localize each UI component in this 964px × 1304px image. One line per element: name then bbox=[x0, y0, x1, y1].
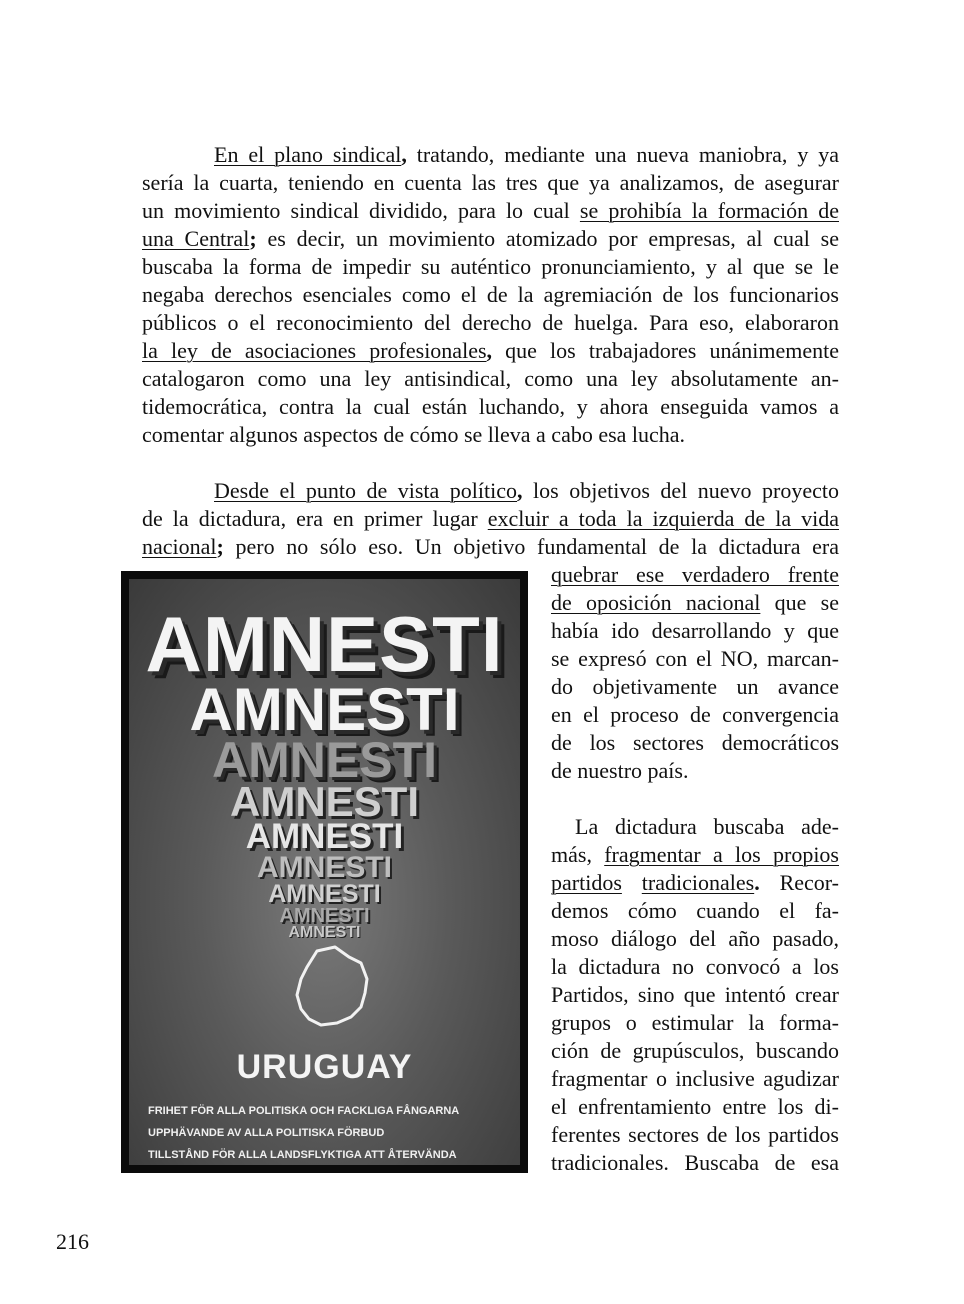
punct: , bbox=[517, 478, 523, 503]
punct: ; bbox=[216, 534, 224, 559]
text-line: demos cómo cuando el fa- bbox=[551, 898, 839, 923]
text-line: en el proceso de convergencia bbox=[551, 702, 839, 727]
text-line: ferentes sectores de los partidos bbox=[551, 1122, 839, 1147]
amnesti-poster-image bbox=[121, 571, 528, 1173]
text-span: de la dictadura, era en primer lugar bbox=[142, 506, 488, 531]
underlined-phrase: excluir a toda la izquierda de la vida bbox=[487, 506, 840, 531]
text-line: tradicionales. Buscaba de esa bbox=[551, 1150, 839, 1175]
text-line: de los sectores democráticos bbox=[551, 730, 839, 755]
underlined-phrase: la ley de asociaciones profesionales bbox=[142, 338, 487, 363]
text-line bbox=[142, 477, 839, 505]
text-line bbox=[142, 533, 839, 561]
text-line: fragmentar o inclusive agudizar bbox=[551, 1066, 839, 1091]
text-line: había ido desarrollando y que bbox=[551, 618, 839, 643]
text-line: negaba derechos esenciales como el de la agremiación de los funcionarios bbox=[142, 282, 839, 307]
text-span: es decir, un movimiento atomizado por empresas, al cual se bbox=[256, 226, 839, 251]
text-line: se expresó con el NO, marcan- bbox=[551, 646, 839, 671]
text-span: que los trabajadores unánimemente bbox=[492, 338, 839, 363]
poster-word-2: AMNESTI bbox=[189, 676, 460, 743]
poster-word-5: AMNESTI bbox=[245, 817, 404, 856]
text-line: de nuestro país. bbox=[551, 758, 689, 783]
text-line: grupos o estimular la forma- bbox=[551, 1010, 839, 1035]
text-line bbox=[551, 813, 839, 841]
text-line: el enfrentamiento entre los di- bbox=[551, 1094, 839, 1119]
text-line bbox=[142, 141, 839, 169]
poster-word-7: AMNESTI bbox=[268, 880, 381, 908]
poster-word-8: AMNESTI bbox=[279, 905, 370, 927]
text-line bbox=[551, 869, 839, 897]
poster-line-3: TILLSTÅND FÖR ALLA LANDSFLYKTIGA ATT ÅTERVÄNDA bbox=[148, 1149, 457, 1161]
text-line: do objetivamente un avance bbox=[551, 674, 839, 699]
text-line bbox=[551, 561, 839, 589]
text-line: la dictadura no convocó a los bbox=[551, 954, 839, 979]
poster-word-6: AMNESTI bbox=[257, 851, 392, 884]
punct: , bbox=[401, 142, 407, 167]
poster-word-9: AMNESTI bbox=[288, 924, 361, 941]
text-line bbox=[142, 197, 839, 225]
underlined-phrase: quebrar ese verdadero frente bbox=[551, 562, 839, 587]
text-line: tidemocrática, contra la cual están luchando, y ahora enseguida vamos a bbox=[142, 394, 839, 419]
text-line: sería la cuarta, teniendo en cuenta las tres que ya analizamos, de asegurar bbox=[142, 170, 839, 195]
underlined-phrase: partidos bbox=[551, 870, 622, 895]
punct: ; bbox=[249, 226, 257, 251]
text-span: pero no sólo eso. Un objetivo fundamental de la dictadura era bbox=[223, 534, 839, 559]
poster-word-4: AMNESTI bbox=[230, 778, 419, 825]
text-span: un movimiento sindical dividido, para lo cual bbox=[142, 198, 580, 223]
punct: , bbox=[486, 338, 493, 363]
text-line bbox=[142, 337, 839, 365]
text-line: buscaba la forma de impedir su auténtico pronunciamiento, y al que se le bbox=[142, 254, 839, 279]
poster-line-1: FRIHET FÖR ALLA POLITISKA OCH FACKLIGA FÅNGARNA bbox=[148, 1105, 460, 1117]
text-line bbox=[142, 225, 839, 253]
underlined-phrase: tradicionales bbox=[641, 870, 755, 895]
poster-line-2: UPPHÄVANDE AV ALLA POLITISKA FÖRBUD bbox=[148, 1127, 385, 1139]
underlined-phrase: de oposición nacional bbox=[551, 590, 761, 615]
text-line: Partidos, sino que intentó crear bbox=[551, 982, 839, 1007]
page-number: 216 bbox=[56, 1229, 89, 1254]
text-span: Recor- bbox=[759, 870, 839, 895]
text-line: comentar algunos aspectos de cómo se lleva a cabo esa lucha. bbox=[142, 422, 686, 447]
text-span: más, bbox=[551, 842, 605, 867]
text-line: ción de grupúsculos, buscando bbox=[551, 1038, 839, 1063]
text-span: tratando, mediante una nueva maniobra, y ya bbox=[406, 142, 839, 167]
text-line bbox=[551, 841, 839, 869]
text-line bbox=[142, 505, 839, 533]
text-line: moso diálogo del año pasado, bbox=[551, 926, 839, 951]
text-line bbox=[551, 589, 839, 617]
underlined-phrase: Desde el punto de vista político bbox=[214, 478, 518, 503]
text-span: los objetivos del nuevo proyecto bbox=[522, 478, 840, 503]
text-span bbox=[622, 870, 642, 895]
underlined-phrase: nacional bbox=[142, 534, 217, 559]
text-span: La dictadura buscaba ade- bbox=[575, 814, 839, 839]
punct: . bbox=[754, 870, 760, 895]
poster-word-1: AMNESTI bbox=[145, 600, 504, 688]
text-line: públicos o el reconocimiento del derecho de huelga. Para eso, elaboraron bbox=[142, 310, 839, 335]
poster-country: URUGUAY bbox=[236, 1048, 413, 1086]
underlined-phrase: En el plano sindical bbox=[214, 142, 402, 167]
text-span: que se bbox=[760, 590, 839, 615]
underlined-phrase: fragmentar a los propios bbox=[604, 842, 839, 867]
poster-word-3: AMNESTI bbox=[212, 732, 437, 788]
underlined-phrase: una Central bbox=[142, 226, 250, 251]
underlined-phrase: se prohibía la formación de bbox=[579, 198, 839, 223]
text-line: catalogaron como una ley antisindical, como una ley absolutamente an- bbox=[142, 366, 839, 391]
